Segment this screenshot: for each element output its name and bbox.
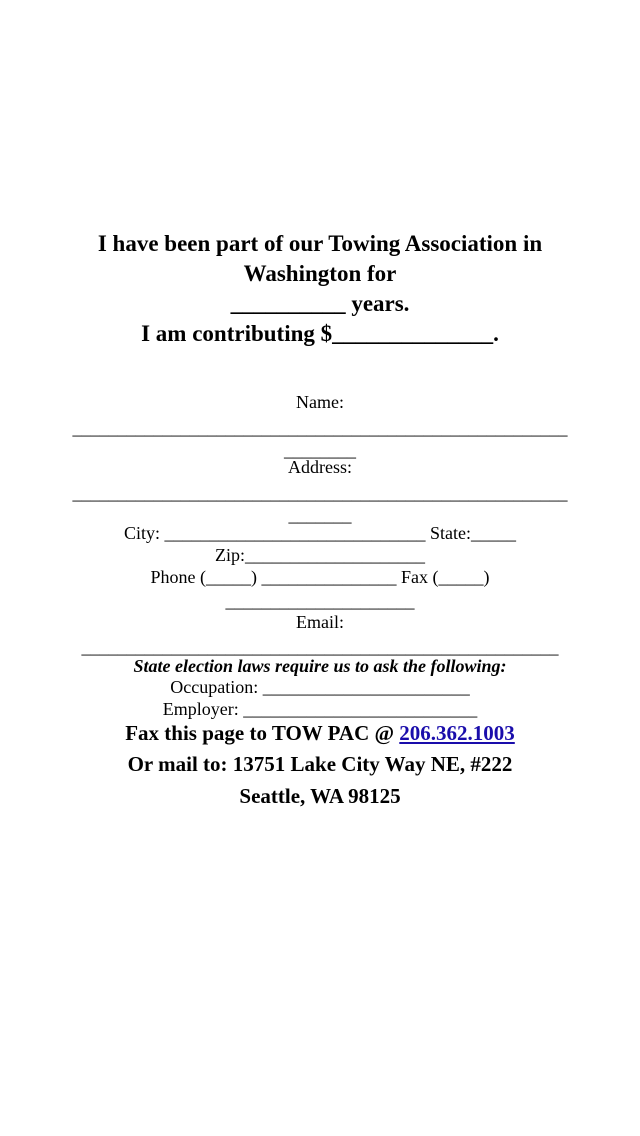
address-blank: _______________________________________________________ <box>72 483 568 503</box>
phone-fax-line: Phone (_____) _______________ Fax (_____) <box>150 567 490 587</box>
city-zip-line: Seattle, WA 98125 <box>239 784 401 808</box>
heading-line-2: Washington for <box>243 261 397 286</box>
fax-instruction <box>20 720 620 746</box>
heading-line-3: __________ years. <box>230 291 410 316</box>
fax-blank-continued: _____________________ <box>225 591 415 611</box>
address-blank-continued: _______ <box>288 505 352 525</box>
heading-line-1: I have been part of our Towing Association in <box>97 231 543 256</box>
election-notice: State election laws require us to ask the following: <box>133 656 507 676</box>
email-blank: _____________________________________________________ <box>81 637 559 657</box>
heading-line-4: I am contributing $______________. <box>141 321 499 346</box>
occupation-line: Occupation: _______________________ <box>170 677 470 697</box>
name-blank: _______________________________________________________ <box>72 418 568 438</box>
city-state-line: City: _____________________________ State:_____ <box>123 523 516 543</box>
employer-line: Employer: __________________________ <box>162 699 478 719</box>
mail-address-line: Or mail to: 13751 Lake City Way NE, #222 <box>127 752 513 776</box>
fax-number-link[interactable]: 206.362.1003 <box>399 721 515 745</box>
zip-line: Zip:____________________ <box>215 545 425 565</box>
name-blank-continued: ________ <box>284 440 356 460</box>
name-label: Name: <box>296 392 344 412</box>
email-label: Email: <box>296 612 344 632</box>
fax-prefix: Fax this page to TOW PAC @ <box>125 721 400 745</box>
address-label: Address: <box>288 457 352 477</box>
pledge-heading <box>60 229 580 349</box>
